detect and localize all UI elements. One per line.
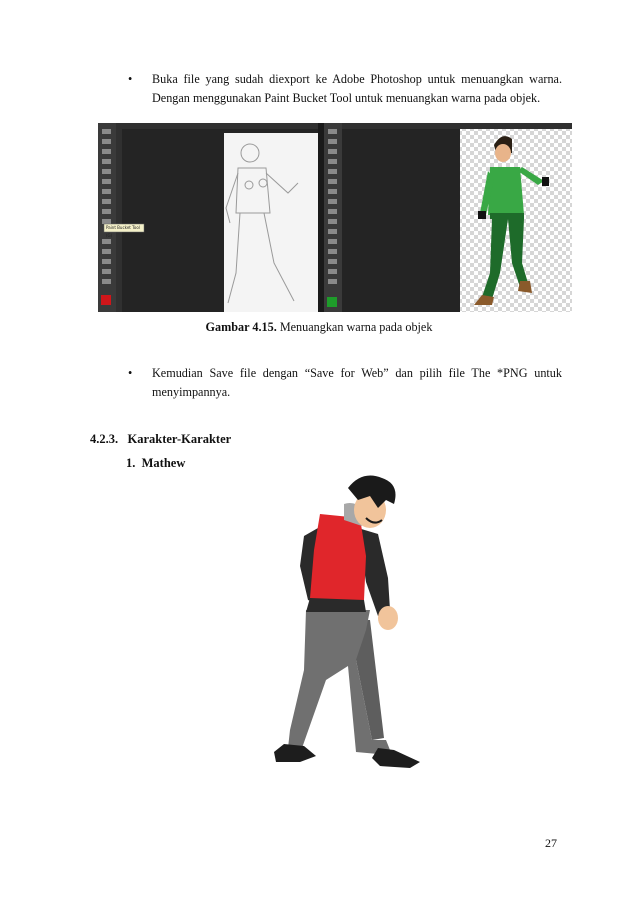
bullet-symbol: •: [128, 366, 133, 380]
bullet-text: Buka file yang sudah diexport ke Adobe Photoshop untuk menuangkan warna. Dengan menggunakan Paint Bucket Tool untuk menuangkan warna pada objek.: [152, 72, 562, 105]
section-subheading: 1. Mathew: [126, 456, 186, 470]
figure-caption-text: Menuangkan warna pada objek: [279, 320, 433, 334]
character-illustration-mathew: [270, 470, 420, 775]
photoshop-screenshot-image: [98, 123, 572, 312]
page-number: 27: [545, 836, 557, 850]
figure-caption-label: Gambar 4.15.: [205, 320, 277, 334]
bullet-symbol: •: [128, 72, 133, 86]
photoshop-screenshot: [98, 123, 572, 312]
bullet-text: Kemudian Save file dengan “Save for Web” dan pilih file The *PNG untuk menyimpannya.: [152, 366, 562, 399]
figure-caption: [0, 320, 638, 335]
tooltip-text: Paint Bucket Tool (G): [106, 225, 140, 238]
section-heading: 4.2.3. Karakter-Karakter: [90, 432, 232, 446]
